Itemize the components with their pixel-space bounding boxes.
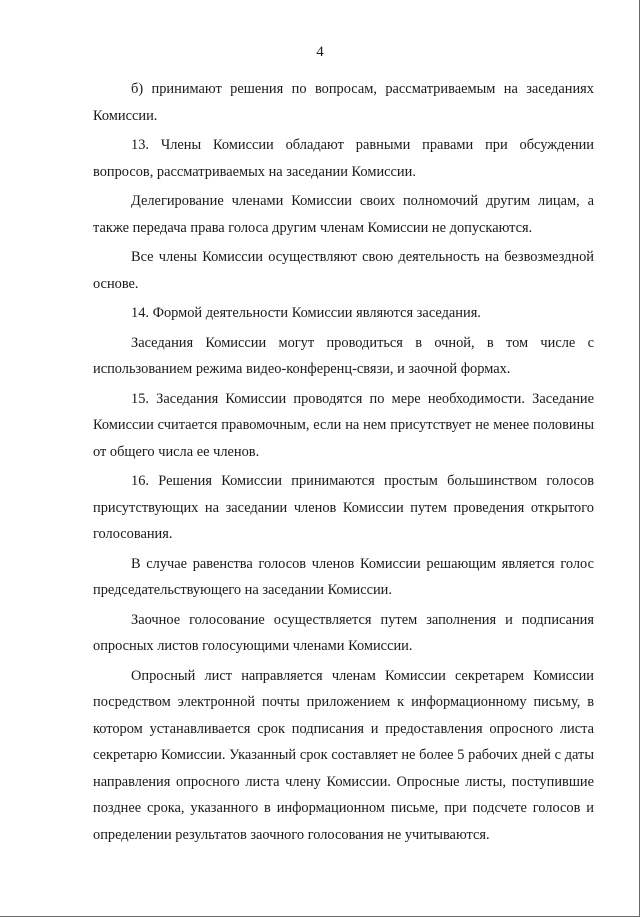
paragraph-tie-vote: В случае равенства голосов членов Комиссии решающим является голос председательствующего на заседании Комиссии. <box>93 555 594 598</box>
paragraph-16: 16. Решения Комиссии принимаются простым большинством голосов присутствующих на заседании членов Комиссии путем проведения открытого голосования. <box>93 473 594 542</box>
paragraph-absentee-vote: Заочное голосование осуществляется путем заполнения и подписания опросных листов голосующими членами Комиссии. <box>93 611 594 654</box>
paragraph-13: 13. Члены Комиссии обладают равными правами при обсуждении вопросов, рассматриваемых на заседании Комиссии. <box>93 137 594 180</box>
page-number: 4 <box>316 44 324 60</box>
paragraph-free-basis: Все члены Комиссии осуществляют свою деятельность на безвозмездной основе. <box>93 249 594 292</box>
paragraph-15: 15. Заседания Комиссии проводятся по мере необходимости. Заседание Комиссии считается правомочным, если на нем присутствует не менее половины от общего числа ее членов. <box>93 390 594 460</box>
paragraph-meeting-forms: Заседания Комиссии могут проводиться в очной, в том числе с использованием режима видео-конференц-связи, и заочной формах. <box>93 334 594 377</box>
paragraph-14: 14. Формой деятельности Комиссии являются заседания. <box>131 305 481 321</box>
paragraph-questionnaire: Опросный лист направляется членам Комиссии секретарем Комиссии посредством электронной почты приложением к информационному письму, в котором устанавливается срок подписания и предоставления опросного листа секретарю Комиссии. Указанный срок составляет не более 5 рабочих дней с даты направления опросного листа члену Комиссии. Опросные листы, поступившие позднее срока, указанного в информационном письме, при подсчете голосов и определении результатов заочного голосования не учитываются. <box>93 667 594 843</box>
paragraph-delegation: Делегирование членами Комиссии своих полномочий другим лицам, а также передача права голоса другим членам Комиссии не допускаются. <box>93 193 594 236</box>
paragraph-item-b: б) принимают решения по вопросам, рассматриваемым на заседаниях Комиссии. <box>93 81 594 124</box>
document-body <box>93 76 594 848</box>
